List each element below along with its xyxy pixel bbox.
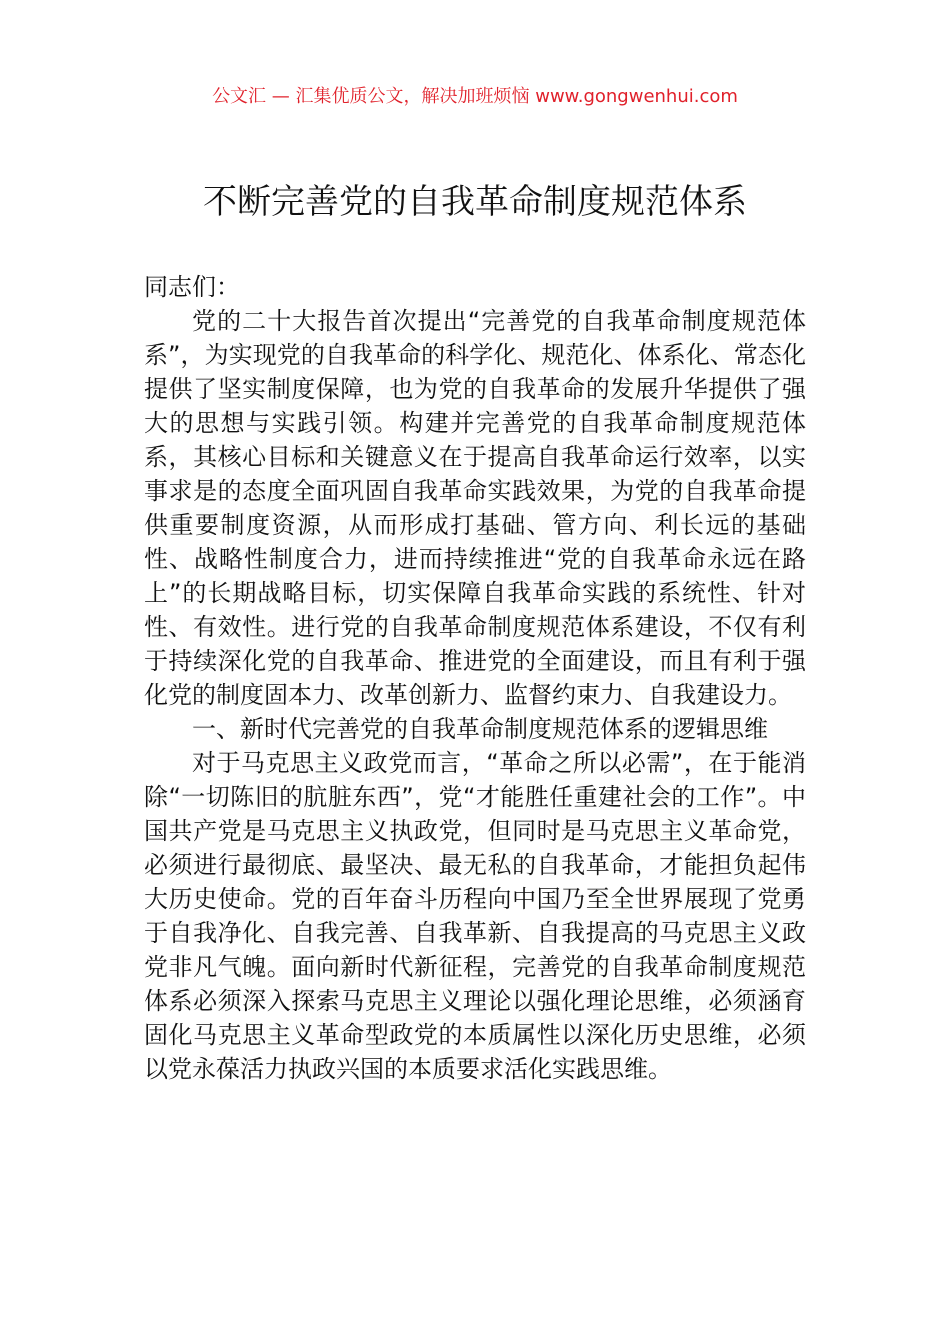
paragraph-section-1: 对于马克思主义政党而言，“革命之所以必需”，在于能消除“一切陈旧的肮脏东西”，党“才能胜任重建社会的工作”。中国共产党是马克思主义执政党，但同时是马克思主义革命党，必须进行最彻底、最坚决、最无私的自我革命，才能担负起伟大历史使命。党的百年奋斗历程向中国乃至全世界展现了党勇于自我净化、自我完善、自我革新、自我提高的马克思主义政党非凡气魄。面向新时代新征程，完善党的自我革命制度规范体系必须深入探索马克思主义理论以强化理论思维，必须涵育固化马克思主义革命型政党的本质属性以深化历史思维，必须以党永葆活力执政兴国的本质要求活化实践思维。 xyxy=(144,749,806,1083)
website-banner: 公文汇 — 汇集优质公文，解决加班烦恼 www.gongwenhui.com xyxy=(212,86,738,107)
document-body xyxy=(144,270,806,1086)
document-title: 不断完善党的自我革命制度规范体系 xyxy=(203,182,747,222)
salutation: 同志们： xyxy=(144,273,240,301)
section-heading-1: 一、新时代完善党的自我革命制度规范体系的逻辑思维 xyxy=(192,715,768,743)
paragraph-intro: 党的二十大报告首次提出“完善党的自我革命制度规范体系”，为实现党的自我革命的科学化、规范化、体系化、常态化提供了坚实制度保障，也为党的自我革命的发展升华提供了强大的思想与实践引领。构建并完善党的自我革命制度规范体系，其核心目标和关键意义在于提高自我革命运行效率，以实事求是的态度全面巩固自我革命实践效果，为党的自我革命提供重要制度资源，从而形成打基础、管方向、利长远的基础性、战略性制度合力，进而持续推进“党的自我革命永远在路上”的长期战略目标，切实保障自我革命实践的系统性、针对性、有效性。进行党的自我革命制度规范体系建设，不仅有利于持续深化党的自我革命、推进党的全面建设，而且有利于强化党的制度固本力、改革创新力、监督约束力、自我建设力。 xyxy=(144,307,806,709)
